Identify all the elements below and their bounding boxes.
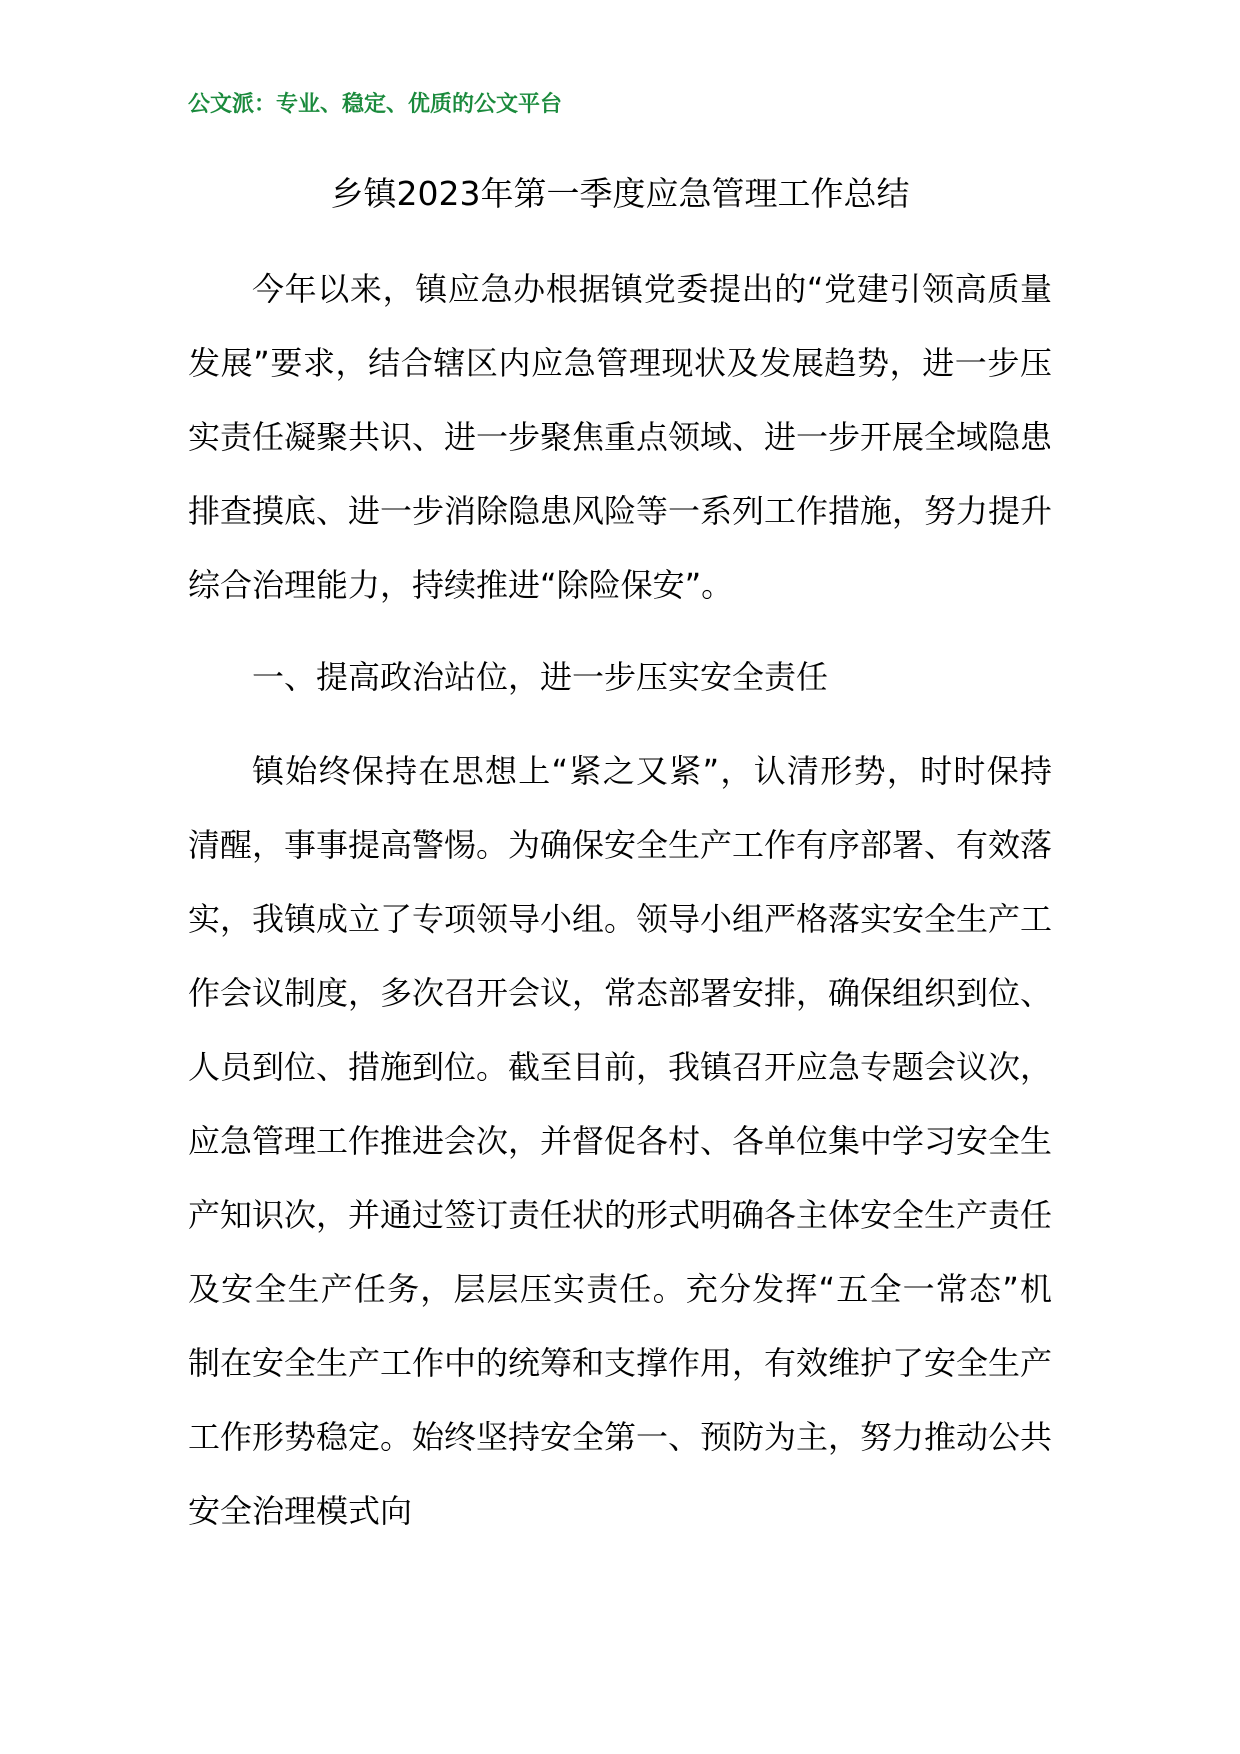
header-brand-text: 公文派：专业、稳定、优质的公文平台	[188, 92, 563, 117]
section-1-paragraph: 镇始终保持在思想上“紧之又紧”，认清形势，时时保持清醒，事事提高警惕。为确保安全生产工作有序部署、有效落实，我镇成立了专项领导小组。领导小组严格落实安全生产工作会议制度，多次召开会议，常态部署安排，确保组织到位、人员到位、措施到位。截至目前，我镇召开应急专题会议次，应急管理工作推进会次，并督促各村、各单位集中学习安全生产知识次，并通过签订责任状的形式明确各主体安全生产责任及安全生产任务，层层压实责任。充分发挥“五全一常态”机制在安全生产工作中的统筹和支撑作用，有效维护了安全生产工作形势稳定。始终坚持安全第一、预防为主，努力推动公共安全治理模式向	[188, 752, 1053, 1530]
intro-paragraph: 今年以来，镇应急办根据镇党委提出的“党建引领高质量发展”要求，结合辖区内应急管理现状及发展趋势，进一步压实责任凝聚共识、进一步聚焦重点领域、进一步开展全域隐患排查摸底、进一步消除隐患风险等一系列工作措施，努力提升综合治理能力，持续推进“除险保安”。	[188, 270, 1053, 604]
document-title: 乡镇2023年第一季度应急管理工作总结	[330, 174, 910, 213]
section-heading-1: 一、提高政治站位，进一步压实安全责任	[252, 658, 829, 696]
